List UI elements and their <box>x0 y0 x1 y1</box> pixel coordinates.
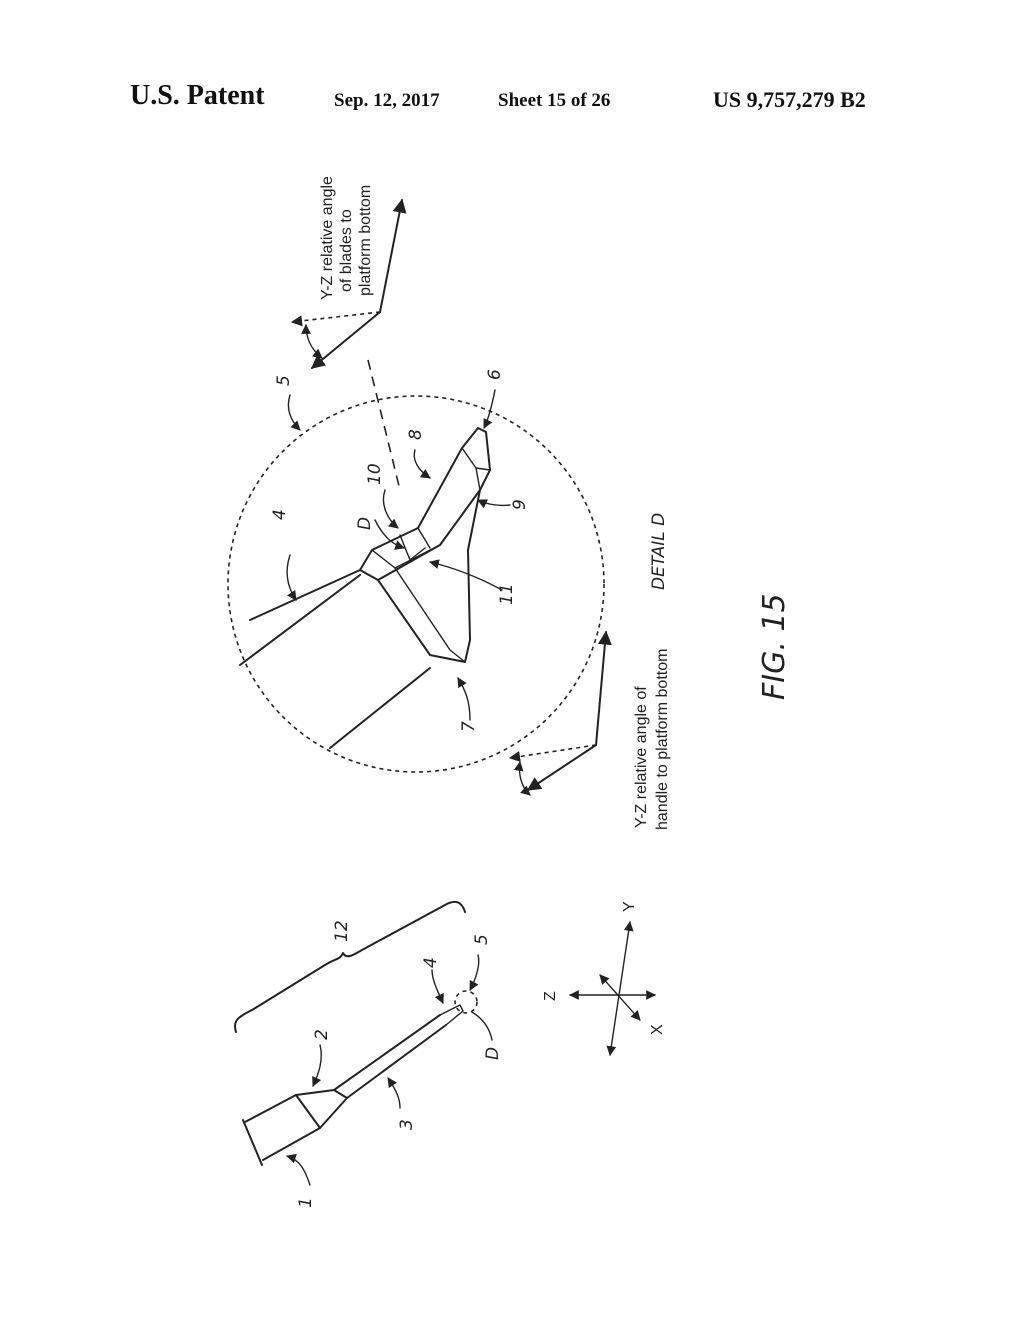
ref-4: 4 <box>421 957 441 968</box>
detail-ref-6: 6 <box>485 369 505 380</box>
instrument-overview <box>235 902 477 1165</box>
sheet-number: Sheet 15 of 26 <box>498 90 611 111</box>
handle-angle-note-line-2: handle to platform bottom <box>654 648 671 830</box>
detail-d-label: DETAIL D <box>649 512 669 590</box>
patent-header-title: U.S. Patent <box>130 80 265 111</box>
detail-ref-11: 11 <box>497 583 517 605</box>
handle-angle-annotation <box>510 632 671 830</box>
detail-ref-7: 7 <box>459 721 479 732</box>
ref-5: 5 <box>472 934 492 945</box>
axis-label-y: Y <box>621 901 638 912</box>
detail-ref-9: 9 <box>510 499 530 510</box>
axis-label-x: X <box>649 1024 666 1035</box>
blade-angle-annotation <box>292 176 402 368</box>
ref-1: 1 <box>296 1197 316 1208</box>
ref-12: 12 <box>332 920 352 942</box>
detail-ref-4: 4 <box>270 509 290 520</box>
patent-number: US 9,757,279 B2 <box>713 87 866 112</box>
ref-d-overview: D <box>483 1046 503 1060</box>
blade-angle-note-line-1: Y-Z relative angle <box>319 176 336 300</box>
blade-angle-note-line-3: platform bottom <box>357 184 374 296</box>
detail-d-view <box>228 360 604 772</box>
ref-3: 3 <box>397 1119 417 1130</box>
figure-label: FIG. 15 <box>757 593 792 700</box>
handle-angle-note-line-1: Y-Z relative angle of <box>633 686 650 828</box>
ref-2: 2 <box>312 1029 332 1040</box>
detail-ref-d: D <box>355 516 375 530</box>
detail-ref-8: 8 <box>406 429 426 440</box>
patent-date: Sep. 12, 2017 <box>334 90 440 111</box>
detail-ref-5: 5 <box>274 375 294 386</box>
coordinate-axes <box>542 901 666 1055</box>
blade-angle-note-line-2: of blades to <box>338 209 355 292</box>
detail-ref-10: 10 <box>365 463 385 485</box>
axis-label-z: Z <box>542 991 559 1001</box>
